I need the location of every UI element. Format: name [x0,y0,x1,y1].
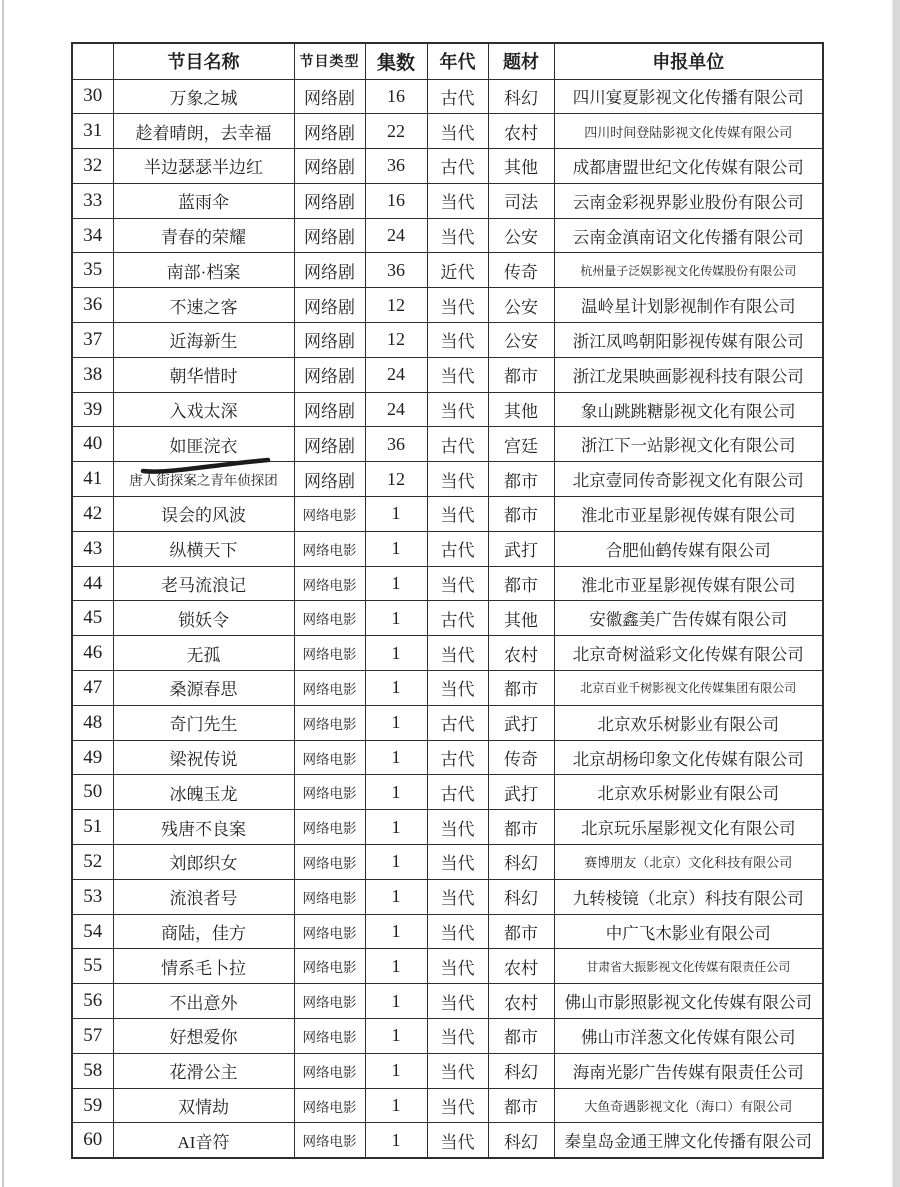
episode-count: 1 [365,984,427,1019]
genre: 其他 [488,149,554,184]
episode-count: 1 [365,845,427,880]
episode-count: 1 [365,914,427,949]
episode-count: 1 [365,1019,427,1054]
genre: 都市 [488,671,554,706]
program-title: 趁着晴朗，去幸福 [113,114,294,149]
company: 云南金滇南诏文化传播有限公司 [554,218,823,253]
company: 浙江凤鸣朝阳影视传媒有限公司 [554,323,823,358]
genre: 其他 [488,392,554,427]
table-row [72,149,823,184]
row-number: 56 [72,984,113,1019]
program-title: 奇门先生 [113,705,294,740]
program-title: 入戏太深 [113,392,294,427]
genre: 都市 [488,497,554,532]
episode-count: 1 [365,705,427,740]
era: 当代 [427,949,488,984]
episode-count: 16 [365,183,427,218]
col-header-era: 年代 [427,43,488,79]
genre: 都市 [488,357,554,392]
episode-count: 24 [365,392,427,427]
program-type: 网络电影 [294,949,365,984]
program-type: 网络剧 [294,183,365,218]
col-header-episode-count: 集数 [365,43,427,79]
company: 北京胡杨印象文化传媒有限公司 [554,740,823,775]
company: 佛山市洋葱文化传媒有限公司 [554,1019,823,1054]
genre: 科幻 [488,845,554,880]
episode-count: 36 [365,427,427,462]
row-number: 39 [72,392,113,427]
era: 当代 [427,114,488,149]
company: 北京壹同传奇影视文化有限公司 [554,462,823,497]
episode-count: 1 [365,810,427,845]
table-row [72,705,823,740]
genre: 农村 [488,949,554,984]
era: 古代 [427,740,488,775]
episode-count: 12 [365,323,427,358]
genre: 公安 [488,323,554,358]
table-row [72,810,823,845]
table-row [72,462,823,497]
company: 温岭星计划影视制作有限公司 [554,288,823,323]
program-type: 网络电影 [294,636,365,671]
row-number: 50 [72,775,113,810]
genre: 农村 [488,636,554,671]
table-row [72,323,823,358]
program-type: 网络电影 [294,705,365,740]
program-title: 蓝雨伞 [113,183,294,218]
era: 当代 [427,1123,488,1158]
genre: 公安 [488,288,554,323]
company: 甘肃省大振影视文化传媒有限责任公司 [554,949,823,984]
era: 当代 [427,357,488,392]
episode-count: 1 [365,1053,427,1088]
table-row [72,253,823,288]
genre: 武打 [488,705,554,740]
table-body [72,79,823,1158]
row-number: 59 [72,1088,113,1123]
episode-count: 24 [365,218,427,253]
program-title: 老马流浪记 [113,566,294,601]
company: 北京奇树溢彩文化传媒有限公司 [554,636,823,671]
episode-count: 22 [365,114,427,149]
company: 象山跳跳糖影视文化有限公司 [554,392,823,427]
row-number: 35 [72,253,113,288]
company: 四川宴夏影视文化传播有限公司 [554,79,823,114]
era: 当代 [427,671,488,706]
row-number: 41 [72,462,113,497]
episode-count: 24 [365,357,427,392]
table-row [72,636,823,671]
episode-count: 1 [365,671,427,706]
program-title: 朝华惜时 [113,357,294,392]
episode-count: 1 [365,566,427,601]
program-title: 纵横天下 [113,531,294,566]
genre: 传奇 [488,253,554,288]
table-row [72,497,823,532]
company: 北京百业千树影视文化传媒集团有限公司 [554,671,823,706]
genre: 科幻 [488,879,554,914]
program-type: 网络电影 [294,601,365,636]
program-title: 冰魄玉龙 [113,775,294,810]
genre: 都市 [488,1019,554,1054]
row-number: 60 [72,1123,113,1158]
era: 当代 [427,1088,488,1123]
table-row [72,1053,823,1088]
table-row [72,879,823,914]
program-title: 桑源春思 [113,671,294,706]
table-row [72,531,823,566]
row-number: 44 [72,566,113,601]
table-row [72,601,823,636]
program-type: 网络电影 [294,1019,365,1054]
col-header-company: 申报单位 [554,43,823,79]
episode-count: 1 [365,601,427,636]
col-header-program-type: 节目类型 [294,43,365,79]
era: 当代 [427,392,488,427]
era: 当代 [427,497,488,532]
row-number: 34 [72,218,113,253]
program-title: 花滑公主 [113,1053,294,1088]
era: 古代 [427,601,488,636]
table-row [72,79,823,114]
program-type: 网络电影 [294,810,365,845]
company: 大鱼奇遇影视文化（海口）有限公司 [554,1088,823,1123]
program-title: 如匪浣衣 [113,427,294,462]
row-number: 55 [72,949,113,984]
era: 古代 [427,705,488,740]
table-row [72,984,823,1019]
table-row [72,740,823,775]
era: 古代 [427,775,488,810]
company: 北京欢乐树影业有限公司 [554,705,823,740]
table-row [72,914,823,949]
row-number: 36 [72,288,113,323]
program-type: 网络剧 [294,427,365,462]
program-type: 网络剧 [294,79,365,114]
table-row [72,775,823,810]
company: 云南金彩视界影业股份有限公司 [554,183,823,218]
program-title: 万象之城 [113,79,294,114]
program-type: 网络电影 [294,914,365,949]
table-header [72,43,823,79]
row-number: 31 [72,114,113,149]
episode-count: 1 [365,879,427,914]
genre: 都市 [488,462,554,497]
program-title: 近海新生 [113,323,294,358]
company: 浙江下一站影视文化有限公司 [554,427,823,462]
company: 合肥仙鹤传媒有限公司 [554,531,823,566]
genre: 农村 [488,984,554,1019]
program-title: 青春的荣耀 [113,218,294,253]
genre: 其他 [488,601,554,636]
program-title: 残唐不良案 [113,810,294,845]
program-title: AI音符 [113,1123,294,1158]
era: 当代 [427,636,488,671]
table-row [72,288,823,323]
company: 成都唐盟世纪文化传媒有限公司 [554,149,823,184]
company: 海南光影广告传媒有限责任公司 [554,1053,823,1088]
program-title: 刘郎织女 [113,845,294,880]
table-row [72,183,823,218]
era: 当代 [427,879,488,914]
row-number: 32 [72,149,113,184]
era: 近代 [427,253,488,288]
row-number: 57 [72,1019,113,1054]
program-type: 网络电影 [294,566,365,601]
program-title: 半边瑟瑟半边红 [113,149,294,184]
episode-count: 1 [365,497,427,532]
row-number: 46 [72,636,113,671]
genre: 武打 [488,531,554,566]
table-row [72,1123,823,1158]
era: 当代 [427,323,488,358]
row-number: 33 [72,183,113,218]
era: 当代 [427,1053,488,1088]
genre: 宫廷 [488,427,554,462]
program-type: 网络剧 [294,323,365,358]
era: 当代 [427,984,488,1019]
genre: 都市 [488,914,554,949]
table-row [72,845,823,880]
row-number: 49 [72,740,113,775]
col-header-program-name: 节目名称 [113,43,294,79]
program-type: 网络剧 [294,218,365,253]
episode-count: 1 [365,1123,427,1158]
table-row [72,1019,823,1054]
era: 当代 [427,914,488,949]
row-number: 54 [72,914,113,949]
program-type: 网络剧 [294,253,365,288]
episode-count: 12 [365,288,427,323]
era: 古代 [427,427,488,462]
row-number: 45 [72,601,113,636]
row-number: 47 [72,671,113,706]
row-number: 52 [72,845,113,880]
program-title: 流浪者号 [113,879,294,914]
era: 古代 [427,531,488,566]
episode-count: 16 [365,79,427,114]
episode-count: 36 [365,149,427,184]
program-title: 误会的风波 [113,497,294,532]
genre: 传奇 [488,740,554,775]
program-type: 网络电影 [294,671,365,706]
program-type: 网络电影 [294,1123,365,1158]
genre: 都市 [488,1088,554,1123]
table-row [72,671,823,706]
episode-count: 1 [365,949,427,984]
table-row [72,566,823,601]
program-type: 网络电影 [294,497,365,532]
episode-count: 1 [365,636,427,671]
table-row [72,114,823,149]
program-title: 唐人街探案之青年侦探团 [113,462,294,497]
episode-count: 1 [365,1088,427,1123]
genre: 司法 [488,183,554,218]
episode-count: 1 [365,531,427,566]
company: 中广飞木影业有限公司 [554,914,823,949]
episode-count: 1 [365,775,427,810]
genre: 都市 [488,810,554,845]
program-type: 网络电影 [294,1088,365,1123]
row-number: 38 [72,357,113,392]
era: 当代 [427,218,488,253]
era: 当代 [427,462,488,497]
table-row [72,218,823,253]
episode-count: 12 [365,462,427,497]
program-title: 双情劫 [113,1088,294,1123]
era: 古代 [427,79,488,114]
era: 当代 [427,810,488,845]
program-type: 网络电影 [294,1053,365,1088]
era: 当代 [427,288,488,323]
company: 四川时间登陆影视文化传媒有限公司 [554,114,823,149]
era: 当代 [427,1019,488,1054]
program-title: 不出意外 [113,984,294,1019]
scrollbar-track[interactable] [892,0,900,1187]
genre: 科幻 [488,1053,554,1088]
company: 佛山市影照影视文化传媒有限公司 [554,984,823,1019]
company: 安徽鑫美广告传媒有限公司 [554,601,823,636]
program-title: 情系毛卜拉 [113,949,294,984]
company: 杭州量子泛娱影视文化传媒股份有限公司 [554,253,823,288]
row-number: 37 [72,323,113,358]
company: 九转棱镜（北京）科技有限公司 [554,879,823,914]
company: 北京玩乐屋影视文化有限公司 [554,810,823,845]
row-number: 40 [72,427,113,462]
era: 当代 [427,845,488,880]
program-title: 锁妖令 [113,601,294,636]
era: 当代 [427,566,488,601]
row-number: 30 [72,79,113,114]
episode-count: 36 [365,253,427,288]
program-type: 网络剧 [294,392,365,427]
col-header-number [72,43,113,79]
genre: 科幻 [488,79,554,114]
company: 秦皇岛金通王牌文化传播有限公司 [554,1123,823,1158]
genre: 都市 [488,566,554,601]
row-number: 48 [72,705,113,740]
row-number: 53 [72,879,113,914]
genre: 科幻 [488,1123,554,1158]
row-number: 51 [72,810,113,845]
episode-count: 1 [365,740,427,775]
company: 赛博朋友（北京）文化科技有限公司 [554,845,823,880]
table-row [72,1088,823,1123]
table-row [72,392,823,427]
program-type: 网络剧 [294,357,365,392]
company: 浙江龙果映画影视科技有限公司 [554,357,823,392]
program-title: 梁祝传说 [113,740,294,775]
row-number: 58 [72,1053,113,1088]
table-row [72,949,823,984]
program-title: 好想爱你 [113,1019,294,1054]
program-title: 南部·档案 [113,253,294,288]
genre: 公安 [488,218,554,253]
program-type: 网络电影 [294,845,365,880]
company: 淮北市亚星影视传媒有限公司 [554,497,823,532]
genre: 农村 [488,114,554,149]
company: 北京欢乐树影业有限公司 [554,775,823,810]
genre: 武打 [488,775,554,810]
program-title: 不速之客 [113,288,294,323]
program-type: 网络电影 [294,531,365,566]
company: 淮北市亚星影视传媒有限公司 [554,566,823,601]
program-type: 网络剧 [294,149,365,184]
row-number: 42 [72,497,113,532]
program-type: 网络电影 [294,740,365,775]
era: 当代 [427,183,488,218]
program-type: 网络剧 [294,114,365,149]
program-type: 网络电影 [294,984,365,1019]
program-title: 商陆，佳方 [113,914,294,949]
table-row [72,427,823,462]
era: 古代 [427,149,488,184]
program-type: 网络电影 [294,879,365,914]
program-type: 网络电影 [294,775,365,810]
header-row [72,43,823,79]
program-title: 无孤 [113,636,294,671]
program-type: 网络剧 [294,288,365,323]
page-edge-line [2,0,4,1187]
program-table [71,42,824,1159]
col-header-genre: 题材 [488,43,554,79]
row-number: 43 [72,531,113,566]
program-type: 网络剧 [294,462,365,497]
table-row [72,357,823,392]
